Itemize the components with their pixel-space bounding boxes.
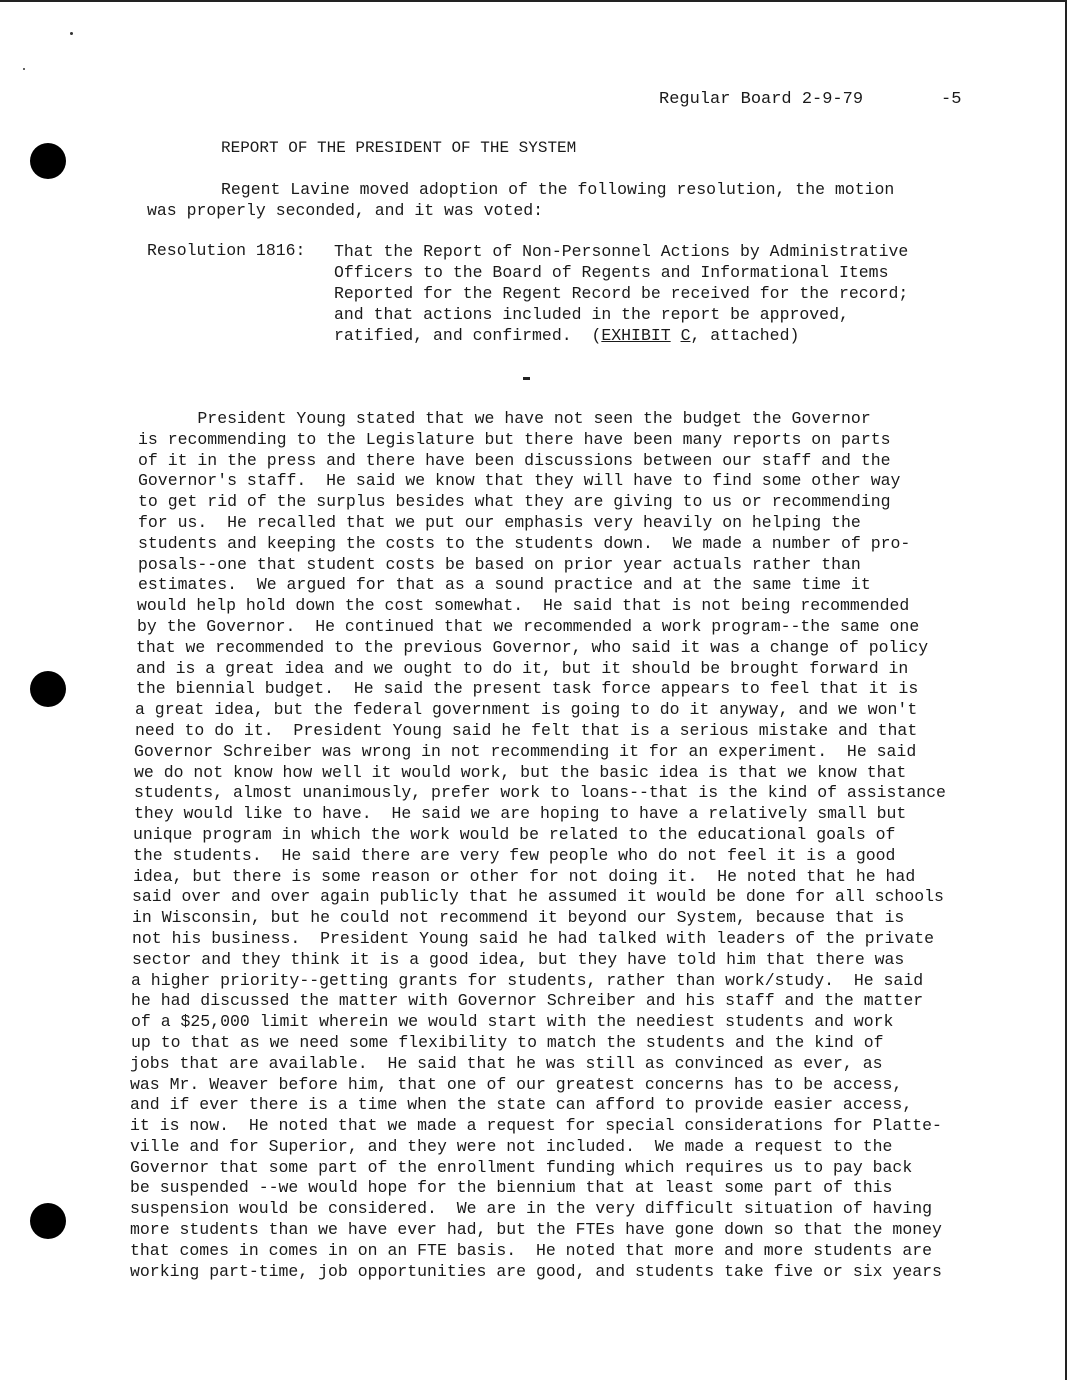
body-line: by the Governor. He continued that we recommended a work program--the same one <box>137 616 920 636</box>
body-line: unique program in which the work would be related to the educational goals of <box>133 824 896 844</box>
body-line: President Young stated that we have not seen the budget the Governor <box>138 409 871 428</box>
resolution-line: Officers to the Board of Regents and Informational Items <box>334 263 889 282</box>
body-line: the biennial budget. He said the present task force appears to feel that it is <box>136 679 919 699</box>
body-line: a higher priority--getting grants for students, rather than work/study. He said <box>131 970 924 990</box>
resolution-line: That the Report of Non-Personnel Actions by Administrative <box>334 242 909 261</box>
resolution-text <box>334 241 908 346</box>
resolution-label: Resolution 1816: <box>147 241 306 260</box>
body-line: and if ever there is a time when the state can afford to provide easier access, <box>130 1095 913 1115</box>
exhibit-letter: C <box>680 326 691 345</box>
body-line: for us. He recalled that we put our emphasis very heavily on helping the <box>138 512 861 532</box>
body-line: more students than we have ever had, but the FTEs have gone down so that the money <box>130 1220 942 1240</box>
body-line: of it in the press and there have been discussions between our staff and the <box>138 450 891 470</box>
body-line: Governor's staff. He said we know that they will have to find some other way <box>138 471 901 491</box>
punch-hole-top <box>30 143 66 179</box>
body-line: he had discussed the matter with Governor Schreiber and his staff and the matter <box>131 991 924 1011</box>
resolution-line <box>334 325 908 346</box>
body-line: working part-time, job opportunities are good, and students take five or six years <box>130 1261 942 1281</box>
body-line: students, almost unanimously, prefer work to loans--that is the kind of assistance <box>134 783 946 803</box>
body-line: need to do it. President Young said he felt that is a serious mistake and that <box>135 720 918 740</box>
body-line: in Wisconsin, but he could not recommend it beyond our System, because that is <box>132 908 905 928</box>
resolution-last-prefix: ratified, and confirmed. ( <box>334 326 602 345</box>
body-line: a great idea, but the federal government is going to do it anyway, and we won't <box>135 700 918 720</box>
intro-line-1: Regent Lavine moved adoption of the following resolution, the motion <box>221 180 895 199</box>
section-title: REPORT OF THE PRESIDENT OF THE SYSTEM <box>221 139 577 157</box>
body-line: that comes in comes in on an FTE basis. He noted that more and more students are <box>130 1240 933 1260</box>
body-line: would help hold down the cost somewhat. He said that is not being recommended <box>137 596 910 616</box>
body-line: and is a great idea and we ought to do it, but it should be brought forward in <box>136 658 909 678</box>
body-line: students and keeping the costs to the students down. We made a number of pro- <box>138 533 911 553</box>
body-line: they would like to have. He said we are hoping to have a relatively small but <box>134 804 907 824</box>
body-line: suspension would be considered. We are in the very difficult situation of having <box>130 1199 933 1219</box>
body-line: we do not know how well it would work, but the basic idea is that we know that <box>134 762 907 782</box>
body-line: idea, but there is some reason or other for not doing it. He noted that he had <box>133 866 916 886</box>
resolution-line: and that actions included in the report be approved, <box>334 305 849 324</box>
exhibit-reference: EXHIBIT <box>601 326 671 345</box>
body-line: not his business. President Young said he had talked with leaders of the private <box>132 928 935 948</box>
body-line: the students. He said there are very few people who do not feel it is a good <box>133 845 896 865</box>
body-line: jobs that are available. He said that he was still as convinced as ever, as <box>130 1053 883 1073</box>
resolution-line: Reported for the Regent Record be received for the record; <box>334 284 909 303</box>
punch-hole-middle <box>30 671 66 707</box>
body-line: ville and for Superior, and they were not included. We made a request to the <box>130 1136 893 1156</box>
body-line: said over and over again publicly that he assumed it would be done for all schools <box>132 887 944 907</box>
body-line: sector and they think it is a good idea, but they have told him that there was <box>132 949 905 969</box>
scan-speck <box>70 32 73 35</box>
scan-speck <box>23 68 25 70</box>
section-separator <box>523 377 530 380</box>
body-line: is recommending to the Legislature but there have been many reports on parts <box>138 429 891 449</box>
intro-line-2: was properly seconded, and it was voted: <box>147 201 544 220</box>
scan-border-top <box>0 0 1067 2</box>
body-line: Governor Schreiber was wrong in not recommending it for an experiment. He said <box>134 741 917 761</box>
running-head: Regular Board 2-9-79 <box>659 90 864 109</box>
body-line: estimates. We argued for that as a sound practice and at the same time it <box>138 575 871 595</box>
body-line: it is now. He noted that we made a request for special considerations for Platte- <box>130 1116 942 1136</box>
resolution-last-suffix: , attached) <box>690 326 800 345</box>
body-line: posals--one that student costs be based on prior year actuals rather than <box>138 554 861 574</box>
body-line: was Mr. Weaver before him, that one of our greatest concerns has to be access, <box>130 1074 903 1094</box>
page-number: -5 <box>941 90 962 109</box>
body-line: up to that as we need some flexibility to match the students and the kind of <box>131 1032 884 1052</box>
body-line: Governor that some part of the enrollment funding which requires us to pay back <box>130 1157 913 1177</box>
body-line: that we recommended to the previous Governor, who said it was a change of policy <box>136 637 929 657</box>
body-line: of a $25,000 limit wherein we would start with the neediest students and work <box>131 1012 894 1032</box>
body-line: be suspended --we would hope for the biennium that at least some part of this <box>130 1178 893 1198</box>
body-paragraph <box>130 409 946 1282</box>
punch-hole-bottom <box>30 1203 66 1239</box>
body-line: to get rid of the surplus besides what they are giving to us or recommending <box>138 492 891 512</box>
